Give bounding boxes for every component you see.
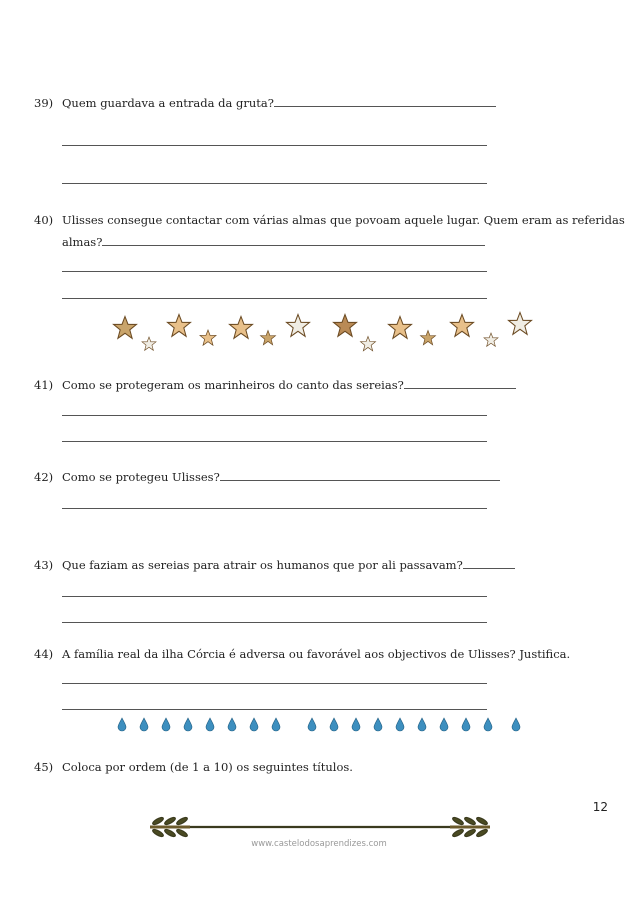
question-number-41: 41)	[34, 378, 54, 392]
question-number-44: 44)	[34, 647, 54, 661]
question-text-40: Ulisses consegue contactar com várias almas que povoam aquele lugar. Quem eram as referidas	[62, 213, 625, 227]
water-drop-row-icon	[112, 713, 532, 733]
answer-line[interactable]	[62, 298, 487, 299]
question-number-45: 45)	[34, 760, 54, 774]
answer-line[interactable]	[62, 622, 487, 623]
question-text-43: Que faziam as sereias para atrair os humanos que por ali passavam?	[62, 558, 515, 572]
question-text-39: Quem guardava a entrada da gruta?	[62, 96, 496, 110]
question-number-43: 43)	[34, 558, 54, 572]
answer-line[interactable]	[62, 415, 487, 416]
answer-line[interactable]	[62, 271, 487, 272]
question-text-40-cont: almas?	[62, 235, 485, 249]
footer-url: www.castelodosaprendizes.com	[251, 839, 387, 849]
answer-line[interactable]	[404, 387, 516, 389]
question-number-40: 40)	[34, 213, 54, 227]
answer-line[interactable]	[62, 683, 487, 684]
question-number-42: 42)	[34, 470, 54, 484]
answer-line[interactable]	[62, 145, 487, 146]
answer-line[interactable]	[62, 508, 487, 509]
answer-line[interactable]	[62, 441, 487, 442]
question-text-42: Como se protegeu Ulisses?	[62, 470, 500, 484]
leaf-arrow-icon	[140, 812, 500, 842]
question-number-39: 39)	[34, 96, 54, 110]
question-text-41: Como se protegeram os marinheiros do canto das sereias?	[62, 378, 516, 392]
page-number: 12	[592, 800, 608, 814]
answer-line[interactable]	[62, 596, 487, 597]
answer-line[interactable]	[463, 567, 515, 569]
answer-line[interactable]	[102, 244, 485, 246]
star-row-icon	[100, 308, 540, 358]
answer-line[interactable]	[62, 183, 487, 184]
answer-line[interactable]	[220, 479, 500, 481]
answer-line[interactable]	[274, 105, 496, 107]
question-text-44: A família real da ilha Córcia é adversa ou favorável aos objectivos de Ulisses? Justifica.	[62, 647, 571, 661]
answer-line[interactable]	[62, 709, 487, 710]
question-text-45: Coloca por ordem (de 1 a 10) os seguintes títulos.	[62, 760, 353, 774]
